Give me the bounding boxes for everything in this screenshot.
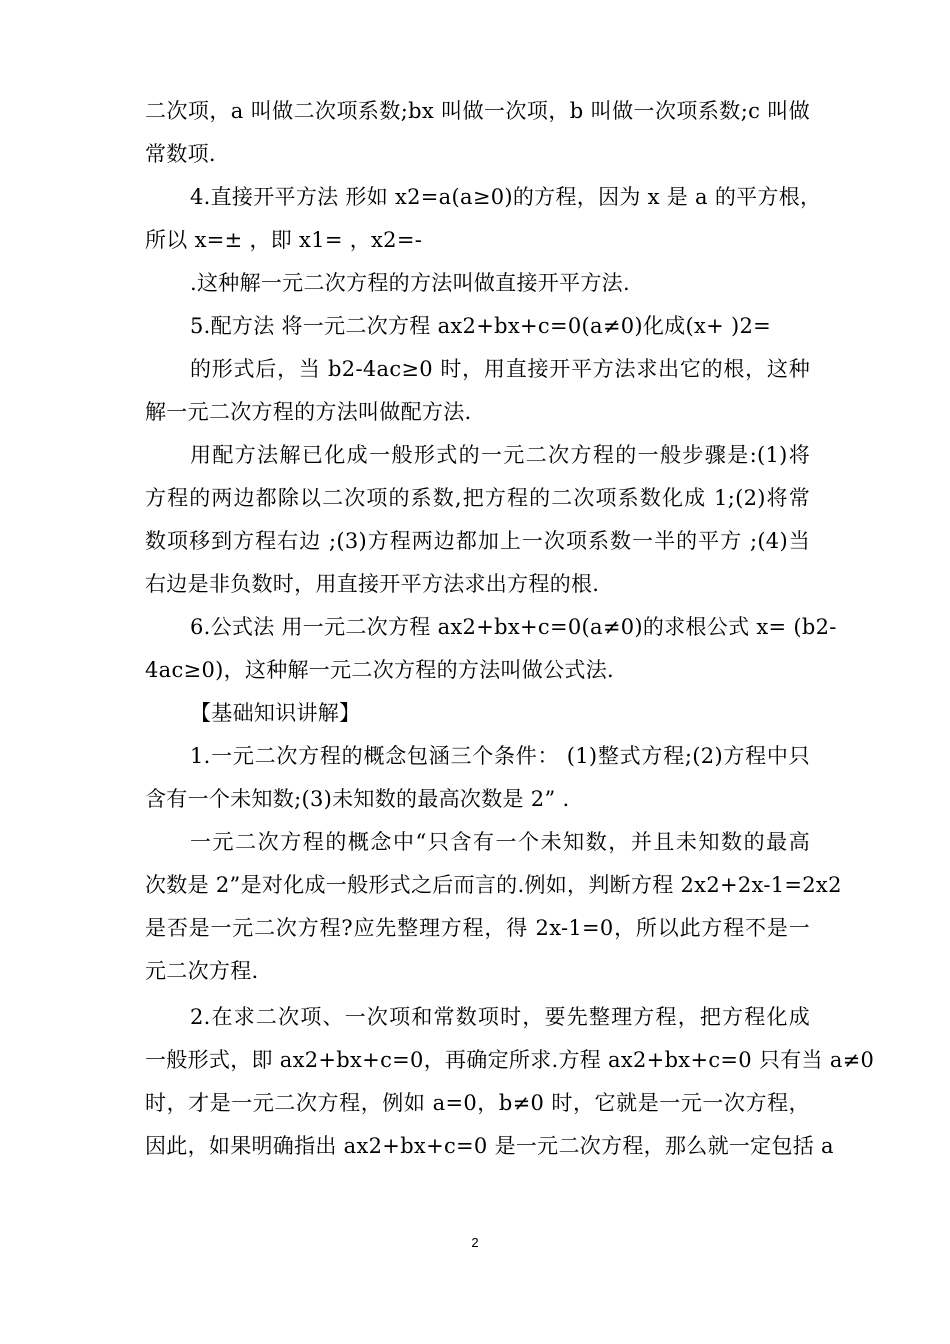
text-line: 6.公式法 用一元二次方程 ax2+bx+c=0(a≠0)的求根公式 x= (b2- bbox=[190, 615, 837, 639]
text-line: 次数是 2”是对化成一般形式之后而言的.例如，判断方程 2x2+2x-1=2x2 bbox=[145, 873, 842, 897]
text-line: 常数项. bbox=[145, 142, 216, 166]
text-line: 4ac≥0)，这种解一元二次方程的方法叫做公式法. bbox=[145, 658, 614, 682]
text-line: 所以 x=± ，即 x1= ，x2=- bbox=[145, 228, 423, 252]
page-number: 2 bbox=[471, 1235, 479, 1250]
text-line: 一般形式，即 ax2+bx+c=0，再确定所求.方程 ax2+bx+c=0 只有当 a≠0 bbox=[145, 1048, 875, 1072]
text-line: 的形式后，当 b2-4ac≥0 时，用直接开平方法求出它的根，这种 bbox=[190, 357, 810, 381]
text-line: 用配方法解已化成一般形式的一元二次方程的一般步骤是:(1)将 bbox=[190, 443, 810, 467]
text-line: 右边是非负数时，用直接开平方法求出方程的根. bbox=[145, 572, 600, 596]
text-line: 方程的两边都除以二次项的系数,把方程的二次项系数化成 1;(2)将常 bbox=[145, 486, 810, 510]
text-line: 一元二次方程的概念中“只含有一个未知数，并且未知数的最高 bbox=[190, 830, 810, 854]
text-line: 解一元二次方程的方法叫做配方法. bbox=[145, 400, 472, 424]
text-line: 2.在求二次项、一次项和常数项时，要先整理方程，把方程化成 bbox=[190, 1005, 810, 1029]
text-line: 二次项，a 叫做二次项系数;bx 叫做一次项，b 叫做一次项系数;c 叫做 bbox=[145, 99, 810, 123]
text-line: .这种解一元二次方程的方法叫做直接开平方法. bbox=[190, 271, 630, 295]
text-line: 4.直接开平方法 形如 x2=a(a≥0)的方程，因为 x 是 a 的平方根， bbox=[190, 185, 822, 209]
text-line: 1.一元二次方程的概念包涵三个条件： (1)整式方程;(2)方程中只 bbox=[190, 744, 810, 768]
text-line: 5.配方法 将一元二次方程 ax2+bx+c=0(a≠0)化成(x+ )2= bbox=[190, 314, 772, 338]
text-line: 数项移到方程右边 ;(3)方程两边都加上一次项系数一半的平方 ;(4)当 bbox=[145, 529, 810, 553]
text-line: 时，才是一元二次方程，例如 a=0，b≠0 时，它就是一元一次方程， bbox=[145, 1091, 810, 1115]
section-heading: 【基础知识讲解】 bbox=[190, 701, 361, 725]
text-line: 是否是一元二次方程?应先整理方程，得 2x-1=0，所以此方程不是一 bbox=[145, 916, 810, 940]
text-line: 因此，如果明确指出 ax2+bx+c=0 是一元二次方程，那么就一定包括 a bbox=[145, 1134, 834, 1158]
text-line: 含有一个未知数;(3)未知数的最高次数是 2” . bbox=[145, 787, 570, 811]
text-line: 元二次方程. bbox=[145, 959, 259, 983]
